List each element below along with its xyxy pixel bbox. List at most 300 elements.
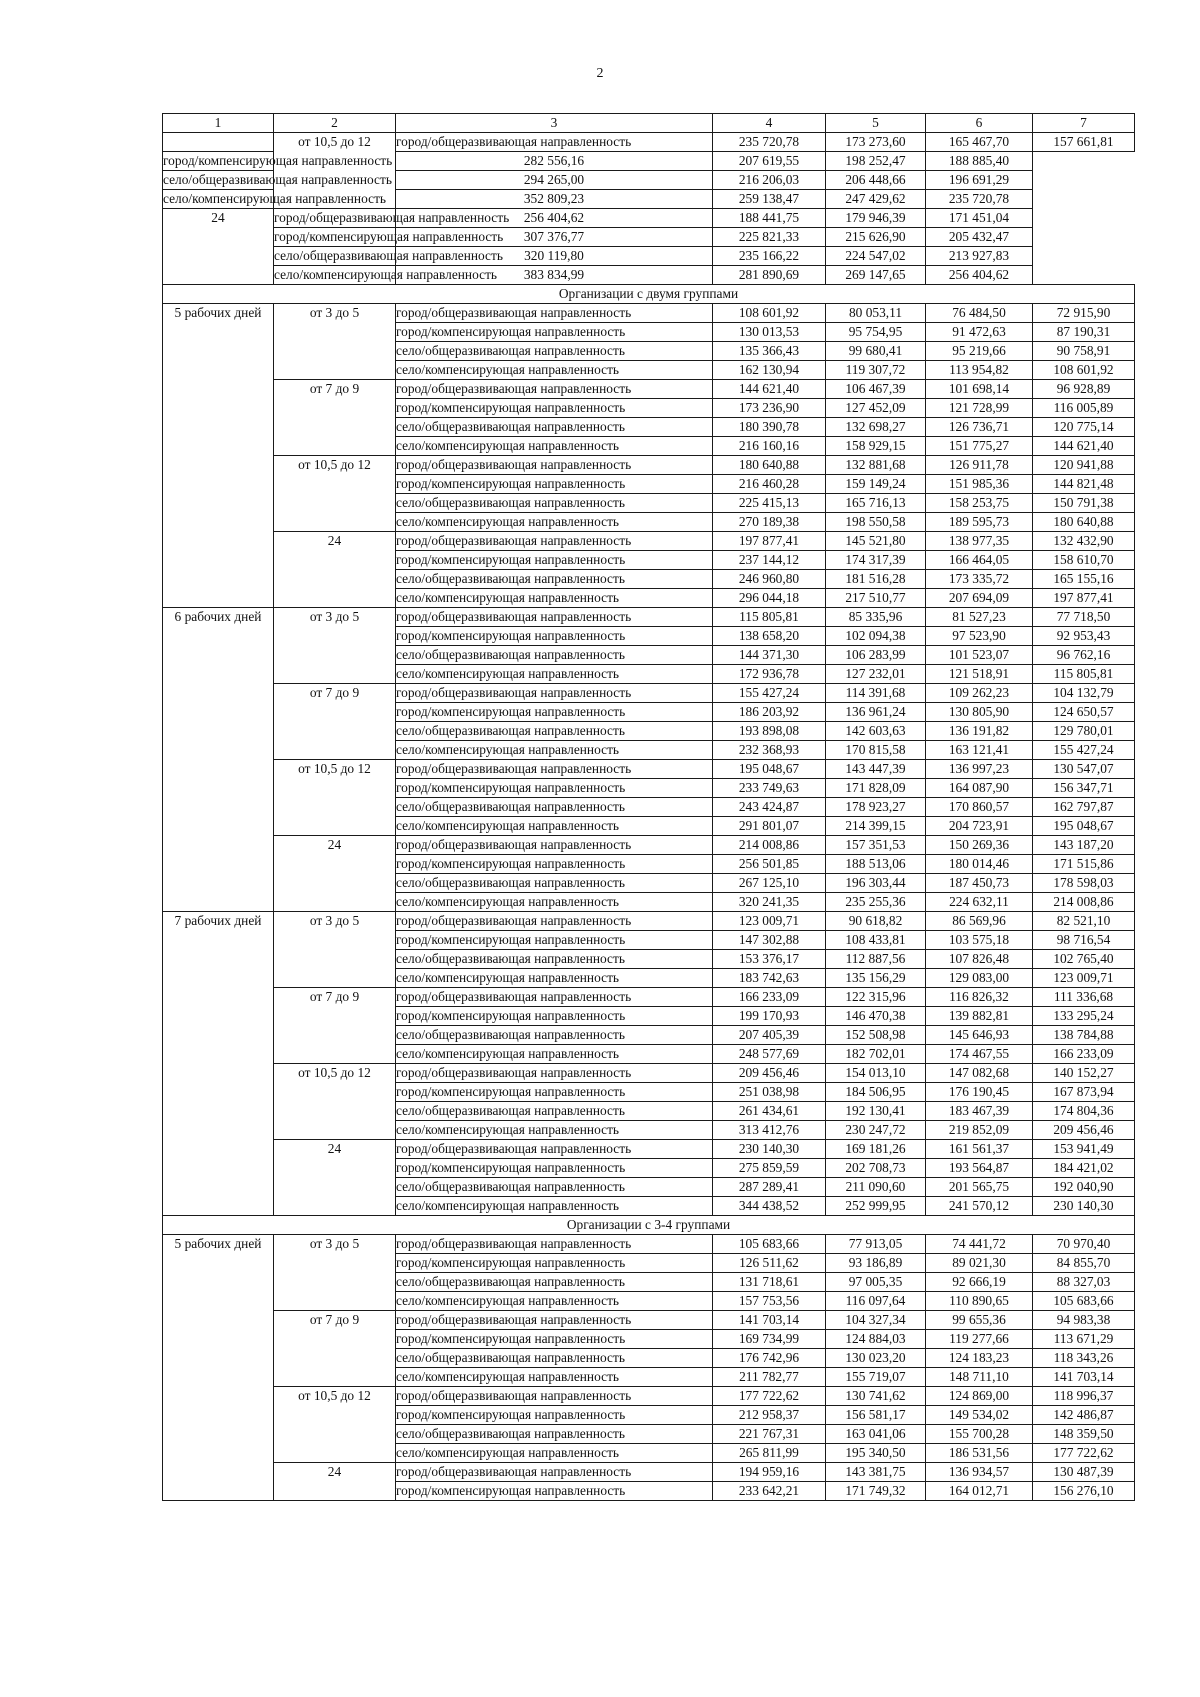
amount-cell: 119 277,66 (926, 1330, 1033, 1349)
amount-cell: 219 852,09 (926, 1121, 1033, 1140)
amount-cell: 169 181,26 (826, 1140, 926, 1159)
orientation-cell: село/компенсирующая направленность (396, 665, 713, 684)
orientation-cell: город/общеразвивающая направленность (396, 456, 713, 475)
amount-cell: 147 302,88 (713, 931, 826, 950)
table-row (163, 380, 1135, 399)
amount-cell: 157 661,81 (1033, 133, 1135, 152)
duration-cell: от 3 до 5 (274, 912, 396, 988)
section-title: Организации с двумя группами (163, 285, 1135, 304)
amount-cell: 91 472,63 (926, 323, 1033, 342)
amount-cell: 211 782,77 (713, 1368, 826, 1387)
amount-cell: 188 441,75 (713, 209, 826, 228)
amount-cell: 97 523,90 (926, 627, 1033, 646)
amount-cell: 269 147,65 (826, 266, 926, 285)
amount-cell: 140 152,27 (1033, 1064, 1135, 1083)
amount-cell: 188 885,40 (926, 152, 1033, 171)
amount-cell: 141 703,14 (713, 1311, 826, 1330)
orientation-cell: село/общеразвивающая направленность (396, 1349, 713, 1368)
amount-cell: 153 376,17 (713, 950, 826, 969)
orientation-cell: село/компенсирующая направленность (274, 266, 396, 285)
amount-cell: 167 873,94 (1033, 1083, 1135, 1102)
amount-cell: 225 415,13 (713, 494, 826, 513)
orientation-cell: город/общеразвивающая направленность (396, 836, 713, 855)
table-row (163, 1311, 1135, 1330)
amount-cell: 207 619,55 (713, 152, 826, 171)
amount-cell: 162 130,94 (713, 361, 826, 380)
amount-cell: 143 187,20 (1033, 836, 1135, 855)
amount-cell: 173 335,72 (926, 570, 1033, 589)
orientation-cell: город/компенсирующая направленность (163, 152, 274, 171)
amount-cell: 74 441,72 (926, 1235, 1033, 1254)
orientation-cell: город/компенсирующая направленность (396, 1482, 713, 1501)
amount-cell: 144 621,40 (713, 380, 826, 399)
amount-cell: 173 273,60 (826, 133, 926, 152)
amount-cell: 184 506,95 (826, 1083, 926, 1102)
amount-cell: 151 985,36 (926, 475, 1033, 494)
amount-cell: 105 683,66 (713, 1235, 826, 1254)
orientation-cell: село/компенсирующая направленность (396, 589, 713, 608)
section-title: Организации с 3-4 группами (163, 1216, 1135, 1235)
amount-cell: 187 450,73 (926, 874, 1033, 893)
amount-cell: 195 048,67 (1033, 817, 1135, 836)
work-days-cell: 5 рабочих дней (163, 1235, 274, 1501)
amount-cell: 177 722,62 (1033, 1444, 1135, 1463)
amount-cell: 209 456,46 (1033, 1121, 1135, 1140)
amount-cell: 124 183,23 (926, 1349, 1033, 1368)
duration-cell: от 3 до 5 (274, 304, 396, 380)
amount-cell: 106 283,99 (826, 646, 926, 665)
orientation-cell: город/компенсирующая направленность (396, 1406, 713, 1425)
amount-cell: 110 890,65 (926, 1292, 1033, 1311)
duration-cell: от 10,5 до 12 (274, 760, 396, 836)
amount-cell: 199 170,93 (713, 1007, 826, 1026)
orientation-cell: село/компенсирующая направленность (396, 1045, 713, 1064)
amount-cell: 87 190,31 (1033, 323, 1135, 342)
amount-cell: 215 626,90 (826, 228, 926, 247)
table-row (163, 1235, 1135, 1254)
amount-cell: 94 983,38 (1033, 1311, 1135, 1330)
orientation-cell: город/общеразвивающая направленность (396, 760, 713, 779)
amount-cell: 169 734,99 (713, 1330, 826, 1349)
orientation-cell: город/общеразвивающая направленность (396, 133, 713, 152)
amount-cell: 247 429,62 (826, 190, 926, 209)
amount-cell: 216 460,28 (713, 475, 826, 494)
orientation-cell: село/общеразвивающая направленность (396, 1178, 713, 1197)
amount-cell: 291 801,07 (713, 817, 826, 836)
amount-cell: 148 359,50 (1033, 1425, 1135, 1444)
table-row (163, 684, 1135, 703)
amount-cell: 180 640,88 (1033, 513, 1135, 532)
duration-cell: от 10,5 до 12 (274, 456, 396, 532)
duration-cell: от 7 до 9 (274, 1311, 396, 1387)
orientation-cell: село/компенсирующая направленность (396, 513, 713, 532)
amount-cell: 124 650,57 (1033, 703, 1135, 722)
amount-cell: 95 754,95 (826, 323, 926, 342)
orientation-cell: город/общеразвивающая направленность (396, 912, 713, 931)
amount-cell: 158 610,70 (1033, 551, 1135, 570)
amount-cell: 104 132,79 (1033, 684, 1135, 703)
amount-cell: 186 531,56 (926, 1444, 1033, 1463)
orientation-cell: город/компенсирующая направленность (396, 1159, 713, 1178)
amount-cell: 230 247,72 (826, 1121, 926, 1140)
amount-cell: 180 390,78 (713, 418, 826, 437)
amount-cell: 265 811,99 (713, 1444, 826, 1463)
amount-cell: 195 048,67 (713, 760, 826, 779)
orientation-cell: село/общеразвивающая направленность (396, 722, 713, 741)
amount-cell: 192 040,90 (1033, 1178, 1135, 1197)
amount-cell: 235 255,36 (826, 893, 926, 912)
amount-cell: 95 219,66 (926, 342, 1033, 361)
amount-cell: 171 451,04 (926, 209, 1033, 228)
work-days-cell (163, 133, 274, 152)
column-header: 4 (713, 114, 826, 133)
amount-cell: 207 694,09 (926, 589, 1033, 608)
amount-cell: 131 718,61 (713, 1273, 826, 1292)
amount-cell: 267 125,10 (713, 874, 826, 893)
amount-cell: 179 946,39 (826, 209, 926, 228)
amount-cell: 85 335,96 (826, 608, 926, 627)
amount-cell: 176 742,96 (713, 1349, 826, 1368)
orientation-cell: село/общеразвивающая направленность (396, 950, 713, 969)
amount-cell: 144 371,30 (713, 646, 826, 665)
amount-cell: 154 013,10 (826, 1064, 926, 1083)
amount-cell: 109 262,23 (926, 684, 1033, 703)
amount-cell: 183 742,63 (713, 969, 826, 988)
amount-cell: 81 527,23 (926, 608, 1033, 627)
duration-cell: 24 (274, 836, 396, 912)
amount-cell: 320 119,80 (396, 247, 713, 266)
duration-cell: от 3 до 5 (274, 1235, 396, 1311)
amount-cell: 198 252,47 (826, 152, 926, 171)
amount-cell: 90 758,91 (1033, 342, 1135, 361)
amount-cell: 150 269,36 (926, 836, 1033, 855)
orientation-cell: город/общеразвивающая направленность (396, 1311, 713, 1330)
amount-cell: 153 941,49 (1033, 1140, 1135, 1159)
amount-cell: 217 510,77 (826, 589, 926, 608)
orientation-cell: город/компенсирующая направленность (396, 931, 713, 950)
amount-cell: 193 564,87 (926, 1159, 1033, 1178)
amount-cell: 123 009,71 (1033, 969, 1135, 988)
amount-cell: 259 138,47 (713, 190, 826, 209)
amount-cell: 232 368,93 (713, 741, 826, 760)
orientation-cell: село/общеразвивающая направленность (396, 1102, 713, 1121)
amount-cell: 171 515,86 (1033, 855, 1135, 874)
orientation-cell: село/общеразвивающая направленность (163, 171, 274, 190)
amount-cell: 120 775,14 (1033, 418, 1135, 437)
table-row (163, 190, 1135, 209)
amount-cell: 214 008,86 (713, 836, 826, 855)
amount-cell: 88 327,03 (1033, 1273, 1135, 1292)
amount-cell: 104 327,34 (826, 1311, 926, 1330)
amount-cell: 156 581,17 (826, 1406, 926, 1425)
amount-cell: 176 190,45 (926, 1083, 1033, 1102)
orientation-cell: город/компенсирующая направленность (396, 1007, 713, 1026)
orientation-cell: город/компенсирующая направленность (396, 1083, 713, 1102)
amount-cell: 173 236,90 (713, 399, 826, 418)
orientation-cell: город/общеразвивающая направленность (396, 684, 713, 703)
amount-cell: 213 927,83 (926, 247, 1033, 266)
duration-cell: от 7 до 9 (274, 988, 396, 1064)
amount-cell: 158 929,15 (826, 437, 926, 456)
amount-cell: 72 915,90 (1033, 304, 1135, 323)
table-row (163, 209, 1135, 228)
section-header-row (163, 285, 1135, 304)
amount-cell: 235 720,78 (713, 133, 826, 152)
amount-cell: 196 303,44 (826, 874, 926, 893)
amount-cell: 161 561,37 (926, 1140, 1033, 1159)
amount-cell: 132 698,27 (826, 418, 926, 437)
section-header-row (163, 1216, 1135, 1235)
work-days-cell: 7 рабочих дней (163, 912, 274, 1216)
duration-cell: от 10,5 до 12 (274, 1064, 396, 1140)
amount-cell: 130 487,39 (1033, 1463, 1135, 1482)
amount-cell: 214 399,15 (826, 817, 926, 836)
orientation-cell: город/общеразвивающая направленность (396, 304, 713, 323)
orientation-cell: город/компенсирующая направленность (396, 475, 713, 494)
table-row (163, 1463, 1135, 1482)
column-header: 7 (1033, 114, 1135, 133)
amount-cell: 115 805,81 (713, 608, 826, 627)
table-row (163, 228, 1135, 247)
amount-cell: 155 719,07 (826, 1368, 926, 1387)
amount-cell: 216 160,16 (713, 437, 826, 456)
amount-cell: 225 821,33 (713, 228, 826, 247)
duration-cell: 24 (274, 1140, 396, 1216)
table-row (163, 152, 1135, 171)
orientation-cell: город/общеразвивающая направленность (274, 209, 396, 228)
amount-cell: 141 703,14 (1033, 1368, 1135, 1387)
duration-cell: 24 (274, 532, 396, 608)
amount-cell: 133 295,24 (1033, 1007, 1135, 1026)
amount-cell: 261 434,61 (713, 1102, 826, 1121)
amount-cell: 171 749,32 (826, 1482, 926, 1501)
amount-cell: 106 467,39 (826, 380, 926, 399)
work-days-cell: 6 рабочих дней (163, 608, 274, 912)
amount-cell: 155 700,28 (926, 1425, 1033, 1444)
amount-cell: 130 023,20 (826, 1349, 926, 1368)
amount-cell: 138 784,88 (1033, 1026, 1135, 1045)
orientation-cell: село/компенсирующая направленность (396, 1444, 713, 1463)
amount-cell: 206 448,66 (826, 171, 926, 190)
table-row (163, 1140, 1135, 1159)
amount-cell: 163 041,06 (826, 1425, 926, 1444)
amount-cell: 144 821,48 (1033, 475, 1135, 494)
orientation-cell: село/компенсирующая направленность (396, 437, 713, 456)
amount-cell: 155 427,24 (1033, 741, 1135, 760)
amount-cell: 281 890,69 (713, 266, 826, 285)
table-row (163, 760, 1135, 779)
amount-cell: 102 765,40 (1033, 950, 1135, 969)
amount-cell: 221 767,31 (713, 1425, 826, 1444)
amount-cell: 181 516,28 (826, 570, 926, 589)
page-number: 2 (596, 66, 604, 81)
table-row (163, 1064, 1135, 1083)
amount-cell: 180 640,88 (713, 456, 826, 475)
amount-cell: 130 805,90 (926, 703, 1033, 722)
amount-cell: 136 191,82 (926, 722, 1033, 741)
amount-cell: 126 736,71 (926, 418, 1033, 437)
amount-cell: 152 508,98 (826, 1026, 926, 1045)
amount-cell: 136 997,23 (926, 760, 1033, 779)
amount-cell: 177 722,62 (713, 1387, 826, 1406)
table-row (163, 1387, 1135, 1406)
orientation-cell: город/компенсирующая направленность (396, 627, 713, 646)
amount-cell: 216 206,03 (713, 171, 826, 190)
amount-cell: 70 970,40 (1033, 1235, 1135, 1254)
duration-cell: 24 (163, 209, 274, 285)
amount-cell: 230 140,30 (1033, 1197, 1135, 1216)
amount-cell: 352 809,23 (396, 190, 713, 209)
amount-cell: 241 570,12 (926, 1197, 1033, 1216)
amount-cell: 209 456,46 (713, 1064, 826, 1083)
amount-cell: 102 094,38 (826, 627, 926, 646)
amount-cell: 99 655,36 (926, 1311, 1033, 1330)
orientation-cell: город/компенсирующая направленность (396, 323, 713, 342)
amount-cell: 202 708,73 (826, 1159, 926, 1178)
amount-cell: 129 780,01 (1033, 722, 1135, 741)
amount-cell: 121 518,91 (926, 665, 1033, 684)
amount-cell: 143 381,75 (826, 1463, 926, 1482)
orientation-cell: город/компенсирующая направленность (396, 551, 713, 570)
amount-cell: 313 412,76 (713, 1121, 826, 1140)
amount-cell: 150 791,38 (1033, 494, 1135, 513)
amount-cell: 77 718,50 (1033, 608, 1135, 627)
orientation-cell: село/общеразвивающая направленность (396, 494, 713, 513)
amount-cell: 132 881,68 (826, 456, 926, 475)
amount-cell: 122 315,96 (826, 988, 926, 1007)
amount-cell: 116 826,32 (926, 988, 1033, 1007)
table-row (163, 171, 1135, 190)
amount-cell: 270 189,38 (713, 513, 826, 532)
table-row (163, 608, 1135, 627)
orientation-cell: село/общеразвивающая направленность (396, 342, 713, 361)
amount-cell: 197 877,41 (1033, 589, 1135, 608)
amount-cell: 165 467,70 (926, 133, 1033, 152)
amount-cell: 307 376,77 (396, 228, 713, 247)
orientation-cell: село/общеразвивающая направленность (396, 874, 713, 893)
duration-cell: от 10,5 до 12 (274, 1387, 396, 1463)
amount-cell: 166 233,09 (1033, 1045, 1135, 1064)
amount-cell: 98 716,54 (1033, 931, 1135, 950)
orientation-cell: город/общеразвивающая направленность (396, 1235, 713, 1254)
amount-cell: 196 691,29 (926, 171, 1033, 190)
amount-cell: 123 009,71 (713, 912, 826, 931)
amount-cell: 248 577,69 (713, 1045, 826, 1064)
amount-cell: 256 501,85 (713, 855, 826, 874)
amount-cell: 135 366,43 (713, 342, 826, 361)
amount-cell: 108 433,81 (826, 931, 926, 950)
amount-cell: 163 121,41 (926, 741, 1033, 760)
amount-cell: 275 859,59 (713, 1159, 826, 1178)
amount-cell: 127 452,09 (826, 399, 926, 418)
table-row (163, 988, 1135, 1007)
amount-cell: 138 977,35 (926, 532, 1033, 551)
amount-cell: 142 603,63 (826, 722, 926, 741)
orientation-cell: город/компенсирующая направленность (396, 779, 713, 798)
amount-cell: 103 575,18 (926, 931, 1033, 950)
amount-cell: 124 869,00 (926, 1387, 1033, 1406)
orientation-cell: город/компенсирующая направленность (396, 855, 713, 874)
amount-cell: 174 317,39 (826, 551, 926, 570)
amount-cell: 182 702,01 (826, 1045, 926, 1064)
amount-cell: 129 083,00 (926, 969, 1033, 988)
orientation-cell: город/общеразвивающая направленность (396, 1140, 713, 1159)
amount-cell: 92 666,19 (926, 1273, 1033, 1292)
amount-cell: 170 860,57 (926, 798, 1033, 817)
amount-cell: 192 130,41 (826, 1102, 926, 1121)
amount-cell: 252 999,95 (826, 1197, 926, 1216)
amount-cell: 197 877,41 (713, 532, 826, 551)
amount-cell: 237 144,12 (713, 551, 826, 570)
amount-cell: 84 855,70 (1033, 1254, 1135, 1273)
duration-cell: от 7 до 9 (274, 684, 396, 760)
amount-cell: 224 547,02 (826, 247, 926, 266)
amount-cell: 146 470,38 (826, 1007, 926, 1026)
amount-cell: 101 698,14 (926, 380, 1033, 399)
amount-cell: 178 923,27 (826, 798, 926, 817)
amount-cell: 151 775,27 (926, 437, 1033, 456)
amount-cell: 170 815,58 (826, 741, 926, 760)
amount-cell: 130 547,07 (1033, 760, 1135, 779)
amount-cell: 205 432,47 (926, 228, 1033, 247)
amount-cell: 136 961,24 (826, 703, 926, 722)
amount-cell: 165 716,13 (826, 494, 926, 513)
amount-cell: 180 014,46 (926, 855, 1033, 874)
amount-cell: 233 749,63 (713, 779, 826, 798)
amount-cell: 127 232,01 (826, 665, 926, 684)
amount-cell: 76 484,50 (926, 304, 1033, 323)
amount-cell: 145 646,93 (926, 1026, 1033, 1045)
amount-cell: 344 438,52 (713, 1197, 826, 1216)
amount-cell: 233 642,21 (713, 1482, 826, 1501)
amount-cell: 97 005,35 (826, 1273, 926, 1292)
column-header: 2 (274, 114, 396, 133)
amount-cell: 156 347,71 (1033, 779, 1135, 798)
amount-cell: 138 658,20 (713, 627, 826, 646)
amount-cell: 198 550,58 (826, 513, 926, 532)
amount-cell: 144 621,40 (1033, 437, 1135, 456)
amount-cell: 174 804,36 (1033, 1102, 1135, 1121)
amount-cell: 112 887,56 (826, 950, 926, 969)
amount-cell: 105 683,66 (1033, 1292, 1135, 1311)
amount-cell: 157 351,53 (826, 836, 926, 855)
amount-cell: 207 405,39 (713, 1026, 826, 1045)
amount-cell: 235 166,22 (713, 247, 826, 266)
orientation-cell: село/общеразвивающая направленность (274, 247, 396, 266)
orientation-cell: село/компенсирующая направленность (396, 361, 713, 380)
amount-cell: 165 155,16 (1033, 570, 1135, 589)
amount-cell: 214 008,86 (1033, 893, 1135, 912)
amount-cell: 147 082,68 (926, 1064, 1033, 1083)
amount-cell: 135 156,29 (826, 969, 926, 988)
amount-cell: 113 671,29 (1033, 1330, 1135, 1349)
amount-cell: 294 265,00 (396, 171, 713, 190)
amount-cell: 186 203,92 (713, 703, 826, 722)
amount-cell: 80 053,11 (826, 304, 926, 323)
orientation-cell: село/компенсирующая направленность (163, 190, 274, 209)
amount-cell: 184 421,02 (1033, 1159, 1135, 1178)
amount-cell: 172 936,78 (713, 665, 826, 684)
amount-cell: 235 720,78 (926, 190, 1033, 209)
amount-cell: 130 013,53 (713, 323, 826, 342)
amount-cell: 211 090,60 (826, 1178, 926, 1197)
amount-cell: 89 021,30 (926, 1254, 1033, 1273)
orientation-cell: село/компенсирующая направленность (396, 1197, 713, 1216)
amount-cell: 93 186,89 (826, 1254, 926, 1273)
column-header: 3 (396, 114, 713, 133)
amount-cell: 130 741,62 (826, 1387, 926, 1406)
orientation-cell: город/общеразвивающая направленность (396, 380, 713, 399)
